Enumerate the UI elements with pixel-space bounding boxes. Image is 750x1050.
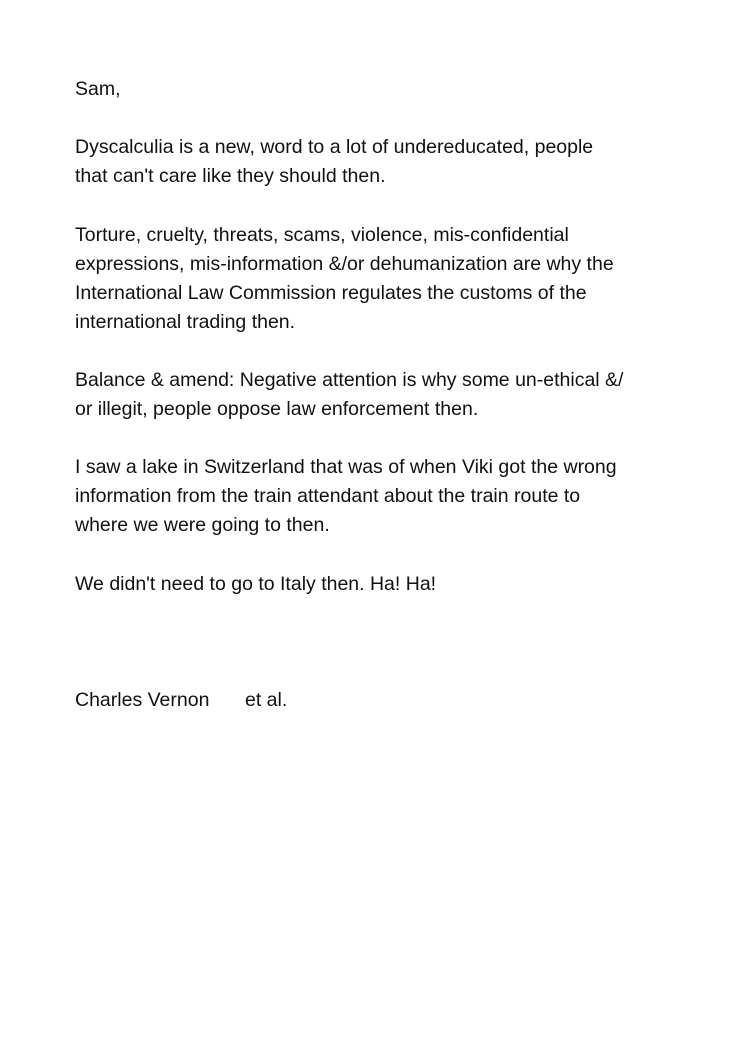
paragraph-5-line-1: We didn't need to go to Italy then. Ha! Ha! xyxy=(75,573,437,595)
paragraph-2-line-2: expressions, mis-information &/or dehumanization are why the xyxy=(75,253,614,275)
paragraph-4-line-1: I saw a lake in Switzerland that was of when Viki got the wrong xyxy=(75,456,617,478)
paragraph-3-line-1: Balance & amend: Negative attention is why some un-ethical &/ xyxy=(75,369,624,391)
paragraph-4-line-3: where we were going to then. xyxy=(75,514,330,536)
paragraph-1-line-1: Dyscalculia is a new, word to a lot of undereducated, people xyxy=(75,136,594,158)
paragraph-4-line-2: information from the train attendant about the train route to xyxy=(75,485,581,507)
signature-name: Charles Vernon xyxy=(75,689,210,711)
signature-suffix: et al. xyxy=(245,689,288,711)
paragraph-3-line-2: or illegit, people oppose law enforcement then. xyxy=(75,398,479,420)
paragraph-2-line-1: Torture, cruelty, threats, scams, violence, mis-confidential xyxy=(75,224,569,246)
salutation: Sam, xyxy=(75,78,121,100)
paragraph-1-line-2: that can't care like they should then. xyxy=(75,165,386,187)
paragraph-2-line-3: International Law Commission regulates the customs of the xyxy=(75,282,587,304)
paragraph-2-line-4: international trading then. xyxy=(75,311,296,333)
